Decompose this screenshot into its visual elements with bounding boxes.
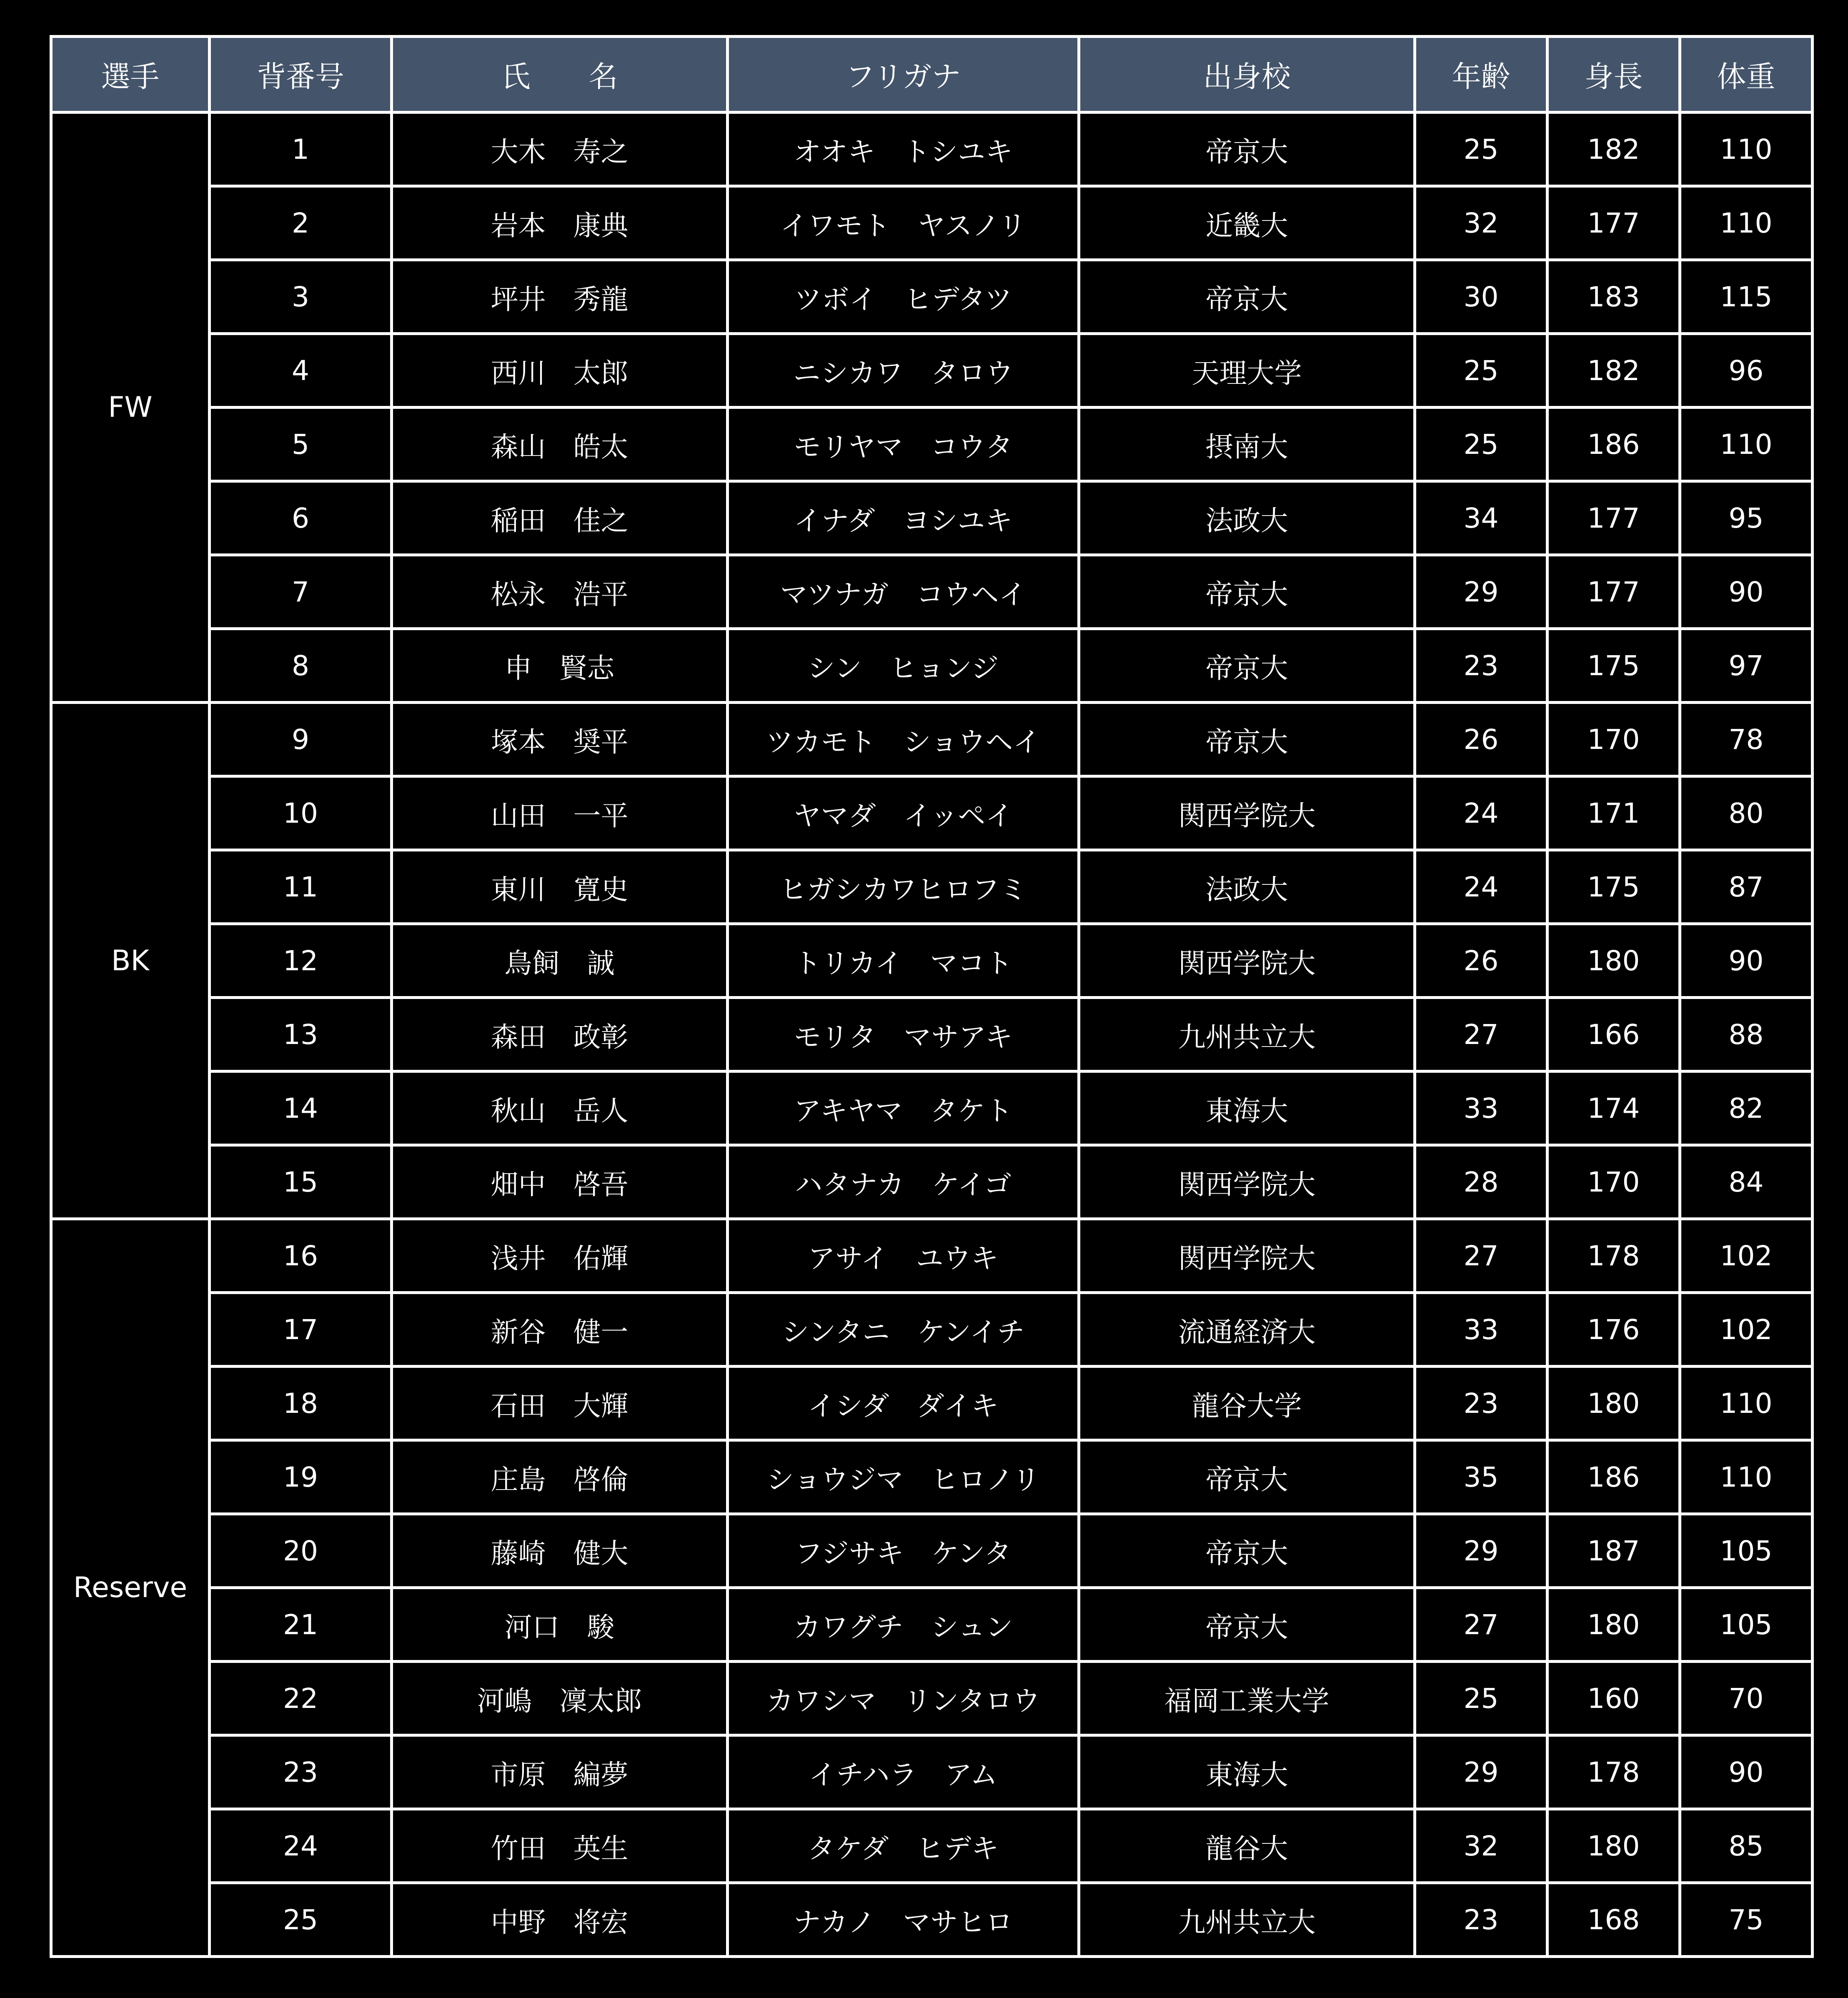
cell-number: 11 xyxy=(210,850,392,924)
table-row xyxy=(51,1367,1813,1440)
cell-height: 170 xyxy=(1548,703,1680,776)
cell-school: 関西学院大 xyxy=(1079,924,1415,998)
cell-height: 175 xyxy=(1548,850,1680,924)
table-row xyxy=(51,1662,1813,1735)
cell-height: 183 xyxy=(1548,260,1680,334)
cell-kana: オオキ トシユキ xyxy=(728,113,1079,186)
cell-kana: ニシカワ タロウ xyxy=(728,334,1079,408)
cell-school: 天理大学 xyxy=(1079,334,1415,408)
cell-height: 186 xyxy=(1548,1440,1680,1514)
table-row xyxy=(51,334,1813,408)
cell-age: 33 xyxy=(1415,1293,1548,1367)
cell-name: 石田 大輝 xyxy=(392,1367,728,1440)
header-row xyxy=(51,37,1813,113)
cell-number: 5 xyxy=(210,408,392,481)
cell-number: 22 xyxy=(210,1662,392,1735)
cell-height: 178 xyxy=(1548,1219,1680,1293)
cell-school: 関西学院大 xyxy=(1079,1145,1415,1219)
cell-age: 30 xyxy=(1415,260,1548,334)
cell-weight: 105 xyxy=(1680,1514,1813,1588)
cell-number: 8 xyxy=(210,629,392,703)
cell-weight: 87 xyxy=(1680,850,1813,924)
table-row xyxy=(51,481,1813,555)
cell-weight: 70 xyxy=(1680,1662,1813,1735)
table-row xyxy=(51,113,1813,186)
cell-kana: シンタニ ケンイチ xyxy=(728,1293,1079,1367)
cell-height: 171 xyxy=(1548,776,1680,850)
cell-name: 庄島 啓倫 xyxy=(392,1440,728,1514)
cell-number: 13 xyxy=(210,998,392,1072)
table-row xyxy=(51,1440,1813,1514)
cell-kana: ツカモト ショウヘイ xyxy=(728,703,1079,776)
cell-number: 24 xyxy=(210,1809,392,1883)
roster-table xyxy=(50,35,1814,1958)
cell-name: 西川 太郎 xyxy=(392,334,728,408)
cell-height: 177 xyxy=(1548,555,1680,629)
cell-age: 25 xyxy=(1415,334,1548,408)
cell-kana: イワモト ヤスノリ xyxy=(728,186,1079,260)
cell-school: 帝京大 xyxy=(1079,629,1415,703)
cell-weight: 97 xyxy=(1680,629,1813,703)
cell-height: 170 xyxy=(1548,1145,1680,1219)
cell-weight: 90 xyxy=(1680,555,1813,629)
cell-weight: 105 xyxy=(1680,1588,1813,1662)
cell-height: 180 xyxy=(1548,1809,1680,1883)
cell-number: 17 xyxy=(210,1293,392,1367)
cell-height: 175 xyxy=(1548,629,1680,703)
header-school: 出身校 xyxy=(1079,37,1415,113)
cell-age: 23 xyxy=(1415,1883,1548,1957)
cell-height: 177 xyxy=(1548,481,1680,555)
cell-name: 森田 政彰 xyxy=(392,998,728,1072)
cell-weight: 90 xyxy=(1680,1735,1813,1809)
table-row xyxy=(51,924,1813,998)
cell-height: 166 xyxy=(1548,998,1680,1072)
cell-age: 25 xyxy=(1415,1662,1548,1735)
cell-height: 186 xyxy=(1548,408,1680,481)
cell-number: 10 xyxy=(210,776,392,850)
cell-name: 申 賢志 xyxy=(392,629,728,703)
cell-name: 森山 皓太 xyxy=(392,408,728,481)
header-name: 氏 名 xyxy=(392,37,728,113)
cell-school: 帝京大 xyxy=(1079,113,1415,186)
cell-kana: ショウジマ ヒロノリ xyxy=(728,1440,1079,1514)
cell-school: 福岡工業大学 xyxy=(1079,1662,1415,1735)
cell-school: 帝京大 xyxy=(1079,260,1415,334)
cell-kana: ヒガシカワヒロフミ xyxy=(728,850,1079,924)
cell-number: 20 xyxy=(210,1514,392,1588)
cell-kana: ナカノ マサヒロ xyxy=(728,1883,1079,1957)
cell-school: 摂南大 xyxy=(1079,408,1415,481)
cell-name: 中野 将宏 xyxy=(392,1883,728,1957)
cell-name: 山田 一平 xyxy=(392,776,728,850)
cell-school: 帝京大 xyxy=(1079,1588,1415,1662)
cell-name: 竹田 英生 xyxy=(392,1809,728,1883)
cell-kana: シン ヒョンジ xyxy=(728,629,1079,703)
cell-kana: イチハラ アム xyxy=(728,1735,1079,1809)
cell-number: 16 xyxy=(210,1219,392,1293)
cell-name: 市原 編夢 xyxy=(392,1735,728,1809)
cell-kana: トリカイ マコト xyxy=(728,924,1079,998)
cell-number: 25 xyxy=(210,1883,392,1957)
cell-name: 秋山 岳人 xyxy=(392,1072,728,1145)
table-row xyxy=(51,1072,1813,1145)
cell-height: 180 xyxy=(1548,1367,1680,1440)
group-label: BK xyxy=(51,703,210,1219)
cell-school: 関西学院大 xyxy=(1079,776,1415,850)
cell-height: 176 xyxy=(1548,1293,1680,1367)
cell-age: 29 xyxy=(1415,1735,1548,1809)
cell-name: 坪井 秀龍 xyxy=(392,260,728,334)
cell-age: 33 xyxy=(1415,1072,1548,1145)
cell-height: 160 xyxy=(1548,1662,1680,1735)
cell-number: 23 xyxy=(210,1735,392,1809)
cell-number: 3 xyxy=(210,260,392,334)
cell-school: 帝京大 xyxy=(1079,1440,1415,1514)
cell-age: 27 xyxy=(1415,1219,1548,1293)
cell-weight: 102 xyxy=(1680,1219,1813,1293)
cell-number: 7 xyxy=(210,555,392,629)
cell-weight: 82 xyxy=(1680,1072,1813,1145)
cell-age: 26 xyxy=(1415,924,1548,998)
cell-height: 187 xyxy=(1548,1514,1680,1588)
cell-name: 新谷 健一 xyxy=(392,1293,728,1367)
group-label: Reserve xyxy=(51,1219,210,1957)
table-row xyxy=(51,1514,1813,1588)
cell-kana: モリヤマ コウタ xyxy=(728,408,1079,481)
cell-kana: ツボイ ヒデタツ xyxy=(728,260,1079,334)
cell-school: 帝京大 xyxy=(1079,1514,1415,1588)
group-label: FW xyxy=(51,113,210,703)
cell-number: 2 xyxy=(210,186,392,260)
header-kana: フリガナ xyxy=(728,37,1079,113)
cell-name: 岩本 康典 xyxy=(392,186,728,260)
cell-number: 4 xyxy=(210,334,392,408)
cell-kana: ヤマダ イッペイ xyxy=(728,776,1079,850)
cell-weight: 115 xyxy=(1680,260,1813,334)
table-row xyxy=(51,260,1813,334)
cell-height: 174 xyxy=(1548,1072,1680,1145)
cell-school: 東海大 xyxy=(1079,1072,1415,1145)
cell-school: 法政大 xyxy=(1079,850,1415,924)
cell-height: 182 xyxy=(1548,113,1680,186)
cell-school: 帝京大 xyxy=(1079,703,1415,776)
header-age: 年齢 xyxy=(1415,37,1548,113)
cell-age: 29 xyxy=(1415,1514,1548,1588)
cell-age: 29 xyxy=(1415,555,1548,629)
table-row xyxy=(51,555,1813,629)
cell-name: 畑中 啓吾 xyxy=(392,1145,728,1219)
cell-number: 1 xyxy=(210,113,392,186)
cell-age: 28 xyxy=(1415,1145,1548,1219)
cell-school: 関西学院大 xyxy=(1079,1219,1415,1293)
cell-school: 東海大 xyxy=(1079,1735,1415,1809)
table-row xyxy=(51,1588,1813,1662)
table-row xyxy=(51,1293,1813,1367)
header-weight: 体重 xyxy=(1680,37,1813,113)
table-row xyxy=(51,1219,1813,1293)
cell-name: 東川 寛史 xyxy=(392,850,728,924)
cell-weight: 110 xyxy=(1680,408,1813,481)
cell-name: 大木 寿之 xyxy=(392,113,728,186)
table-row xyxy=(51,1735,1813,1809)
cell-name: 塚本 奨平 xyxy=(392,703,728,776)
cell-name: 松永 浩平 xyxy=(392,555,728,629)
table-row xyxy=(51,186,1813,260)
cell-number: 9 xyxy=(210,703,392,776)
cell-number: 12 xyxy=(210,924,392,998)
cell-kana: アキヤマ タケト xyxy=(728,1072,1079,1145)
cell-height: 178 xyxy=(1548,1735,1680,1809)
cell-age: 25 xyxy=(1415,113,1548,186)
cell-school: 法政大 xyxy=(1079,481,1415,555)
cell-height: 168 xyxy=(1548,1883,1680,1957)
cell-weight: 110 xyxy=(1680,1367,1813,1440)
cell-height: 182 xyxy=(1548,334,1680,408)
cell-weight: 84 xyxy=(1680,1145,1813,1219)
cell-number: 15 xyxy=(210,1145,392,1219)
cell-school: 流通経済大 xyxy=(1079,1293,1415,1367)
cell-school: 帝京大 xyxy=(1079,555,1415,629)
header-number: 背番号 xyxy=(210,37,392,113)
cell-height: 177 xyxy=(1548,186,1680,260)
cell-height: 180 xyxy=(1548,1588,1680,1662)
cell-kana: イナダ ヨシユキ xyxy=(728,481,1079,555)
cell-school: 九州共立大 xyxy=(1079,998,1415,1072)
cell-number: 14 xyxy=(210,1072,392,1145)
cell-kana: イシダ ダイキ xyxy=(728,1367,1079,1440)
cell-age: 23 xyxy=(1415,1367,1548,1440)
cell-kana: タケダ ヒデキ xyxy=(728,1809,1079,1883)
cell-weight: 110 xyxy=(1680,186,1813,260)
cell-weight: 88 xyxy=(1680,998,1813,1072)
cell-age: 32 xyxy=(1415,1809,1548,1883)
cell-age: 34 xyxy=(1415,481,1548,555)
cell-height: 180 xyxy=(1548,924,1680,998)
roster-body xyxy=(51,113,1813,1957)
cell-age: 35 xyxy=(1415,1440,1548,1514)
cell-kana: マツナガ コウヘイ xyxy=(728,555,1079,629)
cell-weight: 96 xyxy=(1680,334,1813,408)
header-height: 身長 xyxy=(1548,37,1680,113)
cell-weight: 95 xyxy=(1680,481,1813,555)
cell-name: 浅井 佑輝 xyxy=(392,1219,728,1293)
table-row xyxy=(51,629,1813,703)
header-position: 選手 xyxy=(51,37,210,113)
table-row xyxy=(51,998,1813,1072)
cell-weight: 80 xyxy=(1680,776,1813,850)
table-row xyxy=(51,776,1813,850)
table-row xyxy=(51,408,1813,481)
cell-school: 九州共立大 xyxy=(1079,1883,1415,1957)
table-row xyxy=(51,1809,1813,1883)
cell-kana: モリタ マサアキ xyxy=(728,998,1079,1072)
cell-age: 23 xyxy=(1415,629,1548,703)
cell-age: 24 xyxy=(1415,776,1548,850)
cell-weight: 75 xyxy=(1680,1883,1813,1957)
cell-age: 24 xyxy=(1415,850,1548,924)
cell-kana: ハタナカ ケイゴ xyxy=(728,1145,1079,1219)
cell-school: 龍谷大 xyxy=(1079,1809,1415,1883)
table-row xyxy=(51,703,1813,776)
cell-kana: アサイ ユウキ xyxy=(728,1219,1079,1293)
cell-age: 26 xyxy=(1415,703,1548,776)
cell-number: 19 xyxy=(210,1440,392,1514)
cell-age: 32 xyxy=(1415,186,1548,260)
cell-kana: カワシマ リンタロウ xyxy=(728,1662,1079,1735)
cell-kana: カワグチ シュン xyxy=(728,1588,1079,1662)
cell-number: 6 xyxy=(210,481,392,555)
cell-name: 河嶋 凜太郎 xyxy=(392,1662,728,1735)
cell-weight: 110 xyxy=(1680,1440,1813,1514)
cell-weight: 78 xyxy=(1680,703,1813,776)
cell-age: 27 xyxy=(1415,1588,1548,1662)
cell-school: 近畿大 xyxy=(1079,186,1415,260)
table-row xyxy=(51,850,1813,924)
table-row xyxy=(51,1883,1813,1957)
cell-school: 龍谷大学 xyxy=(1079,1367,1415,1440)
table-row xyxy=(51,1145,1813,1219)
cell-weight: 110 xyxy=(1680,113,1813,186)
cell-name: 藤崎 健大 xyxy=(392,1514,728,1588)
cell-weight: 102 xyxy=(1680,1293,1813,1367)
cell-number: 21 xyxy=(210,1588,392,1662)
cell-weight: 90 xyxy=(1680,924,1813,998)
cell-age: 27 xyxy=(1415,998,1548,1072)
cell-kana: フジサキ ケンタ xyxy=(728,1514,1079,1588)
cell-weight: 85 xyxy=(1680,1809,1813,1883)
cell-number: 18 xyxy=(210,1367,392,1440)
cell-name: 河口 駿 xyxy=(392,1588,728,1662)
cell-name: 鳥飼 誠 xyxy=(392,924,728,998)
cell-age: 25 xyxy=(1415,408,1548,481)
cell-name: 稲田 佳之 xyxy=(392,481,728,555)
